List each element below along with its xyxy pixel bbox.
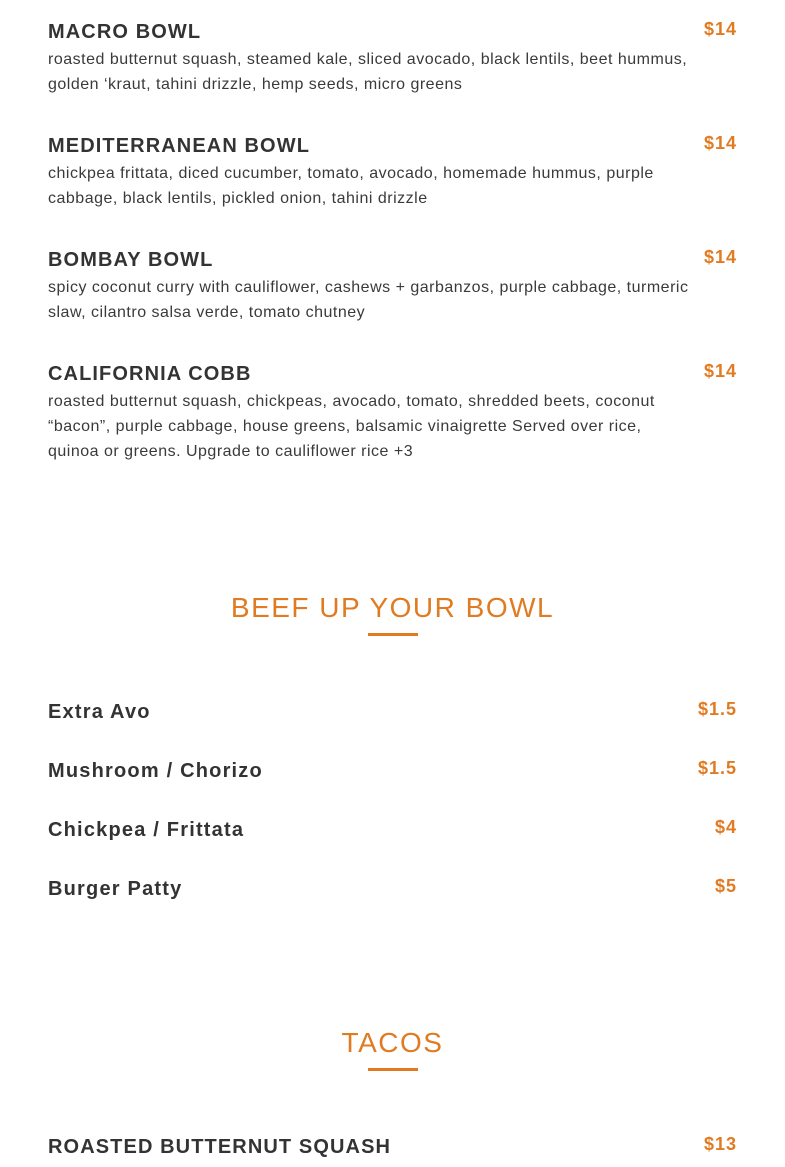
addon-item-chickpea-frittata (48, 818, 737, 842)
menu-item-price: $14 (703, 361, 737, 381)
section-divider (368, 1068, 418, 1071)
addon-item-name: Burger Patty (48, 878, 183, 900)
addon-item-price: $1.5 (697, 758, 737, 778)
addon-item-price: $5 (714, 876, 737, 896)
menu-item-macro-bowl (48, 20, 737, 97)
addon-item-extra-avo (48, 700, 737, 724)
menu-item-description: roasted butternut squash, chickpeas, avocado, tomato, shredded beets, coconut “bacon”, purple cabbage, house greens, balsamic vinaigrette Served over rice, quinoa or greens. Upgrade to cauliflower rice +3 (48, 393, 655, 460)
menu-item-title: MACRO BOWL (48, 21, 202, 43)
menu-item-price: $14 (703, 19, 737, 39)
menu-item-roasted-butternut-squash (48, 1135, 737, 1159)
menu-item-price: $14 (703, 247, 737, 267)
addon-item-name: Mushroom / Chorizo (48, 760, 263, 782)
addon-item-mushroom-chorizo (48, 759, 737, 783)
addon-item-name: Extra Avo (48, 701, 151, 723)
menu-item-description: roasted butternut squash, steamed kale, sliced avocado, black lentils, beet hummus, golden ‘kraut, tahini drizzle, hemp seeds, micro greens (48, 51, 688, 93)
menu-item-title: ROASTED BUTTERNUT SQUASH (48, 1136, 392, 1158)
menu-item-title: CALIFORNIA COBB (48, 363, 252, 385)
addon-item-price: $1.5 (697, 699, 737, 719)
menu-item-bombay-bowl (48, 248, 737, 325)
section-heading-tacos: TACOS (341, 1027, 444, 1058)
menu-item-description: chickpea frittata, diced cucumber, tomato, avocado, homemade hummus, purple cabbage, black lentils, pickled onion, tahini drizzle (48, 165, 654, 207)
menu-item-title: MEDITERRANEAN BOWL (48, 135, 311, 157)
menu-item-mediterranean-bowl (48, 134, 737, 211)
addon-item-name: Chickpea / Frittata (48, 819, 245, 841)
addon-item-burger-patty (48, 877, 737, 901)
menu-item-title: BOMBAY BOWL (48, 249, 214, 271)
section-heading-beef-up: BEEF UP YOUR BOWL (230, 592, 555, 623)
menu-item-price: $14 (703, 133, 737, 153)
menu-item-description: spicy coconut curry with cauliflower, cashews + garbanzos, purple cabbage, turmeric slaw, cilantro salsa verde, tomato chutney (48, 279, 689, 321)
section-divider (368, 633, 418, 636)
addon-item-price: $4 (714, 817, 737, 837)
menu-item-price: $13 (703, 1134, 737, 1154)
menu-item-california-cobb (48, 362, 737, 464)
